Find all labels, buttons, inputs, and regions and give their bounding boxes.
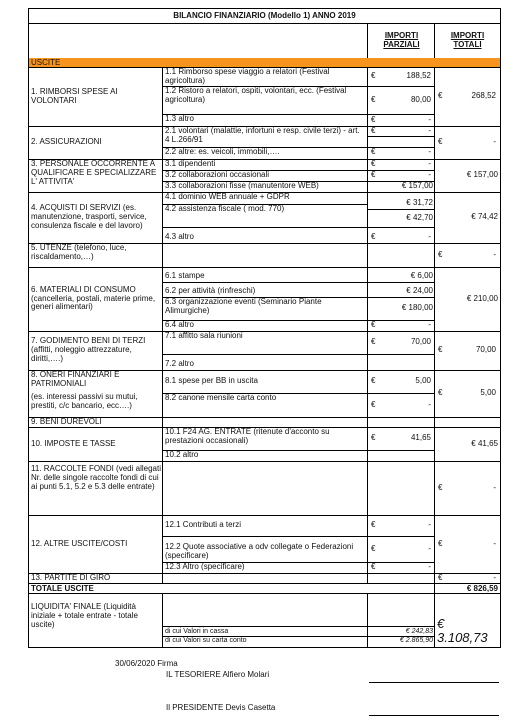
section-8-total: € 5,00 <box>434 370 501 418</box>
euro-sign: € <box>371 71 376 81</box>
liquidita-carta-amount: € 2.865,90 <box>367 636 435 648</box>
section-3-total: € 157,00 <box>434 159 501 193</box>
section-8-label-cell <box>28 370 163 418</box>
euro-sign: € <box>438 573 443 582</box>
item-8-1-amount: € 5,00 <box>367 370 435 394</box>
section-4-label: 4. ACQUISTI DI SERVIZI (es. manutenzione, trasporti, service, consulenza fiscale e del lavoro) <box>28 192 163 244</box>
section-5-blank <box>162 243 368 268</box>
item-1-3-amount: € - <box>367 114 435 127</box>
euro-sign: € <box>438 345 443 355</box>
item-6-2-amount: € 24,00 <box>367 282 435 298</box>
euro-sign: € <box>371 562 376 571</box>
item-6-3-label: 6.3 organizzazione eventi (Seminario Piante Alimurgiche) <box>162 297 368 321</box>
euro-sign: € <box>371 433 376 443</box>
item-6-2-label: 6.2 per attività (rinfreschi) <box>162 282 368 298</box>
item-6-4-label: 6.4 altro <box>162 320 368 332</box>
section-12-total: € - <box>434 515 501 574</box>
section-4-total: € 74,42 <box>434 192 501 244</box>
item-3-1-label: 3.1 dipendenti <box>162 159 368 171</box>
signature-date-firma: 30/06/2020 Firma <box>115 660 178 668</box>
euro-sign: € <box>438 249 443 259</box>
item-12-2-amount: € - <box>367 536 435 563</box>
sheet-title: BILANCIO FINANZIARIO (Modello 1) ANNO 2019 <box>28 8 501 24</box>
item-6-1-label: 6.1 stampe <box>162 267 368 283</box>
item-3-3-amount: € 157,00 <box>367 181 435 193</box>
euro-sign: € <box>371 170 376 179</box>
section-7-total: € 70,00 <box>434 331 501 371</box>
tesoriere-signature-line <box>369 682 499 683</box>
section-2-label: 2. ASSICURAZIONI <box>28 126 163 160</box>
item-3-2-label: 3.2 collaborazioni occasionali <box>162 170 368 182</box>
item-10-1-label: 10.1 F24 AG. ENTRATE (ritenute d'acconto su prestazioni occasionali) <box>162 427 368 451</box>
item-8-1-label: 8.1 spese per BB in uscita <box>162 370 368 394</box>
section-2-total: € - <box>434 126 501 160</box>
item-3-1-amount: € - <box>367 159 435 171</box>
section-13-total: € - <box>434 573 501 584</box>
item-4-2-amount: € 42,70 <box>367 209 435 228</box>
euro-sign: € <box>371 232 376 242</box>
liquidita-label: LIQUIDITA' FINALE (Liquidità iniziale + totale entrate - totale uscite) <box>28 593 163 648</box>
section-10-total: € 41,65 <box>434 427 501 462</box>
item-10-1-amount: € 41,65 <box>367 427 435 451</box>
header-blank <box>28 23 368 59</box>
section-5-blank-amount <box>367 243 435 268</box>
section-9-label: 9. BENI DUREVOLI <box>28 417 163 428</box>
section-11-blank-amount <box>367 461 435 516</box>
item-1-3-label: 1.3 altro <box>162 114 368 127</box>
item-12-3-amount: € - <box>367 562 435 574</box>
liquidita-total: € 3.108,73 <box>434 593 501 648</box>
section-8-label: 8. ONERI FINANZIARI E PATRIMONIALI <box>31 370 120 388</box>
euro-sign: € <box>371 114 376 124</box>
euro-sign: € <box>438 482 443 492</box>
euro-sign: € <box>438 538 443 548</box>
euro-sign: € <box>371 94 376 104</box>
section-6-total: € 210,00 <box>434 267 501 332</box>
item-3-2-amount: € - <box>367 170 435 182</box>
item-2-2-amount: € - <box>367 147 435 160</box>
item-4-1-label: 4.1 dominio WEB annuale + GDPR <box>162 192 368 205</box>
euro-sign: € <box>371 376 376 386</box>
item-6-1-amount: € 6,00 <box>367 267 435 283</box>
euro-sign: € <box>371 147 376 156</box>
item-1-2-label: 1.2 Ristoro a relatori, ospiti, volontari, ecc. (Festival agricoltura) <box>162 86 368 115</box>
section-11-label: 11. RACCOLTE FONDI (vedi allegati Nr. delle singole raccolte fondi di cui ai punti 5.1, 5.2 e 5.3 delle entrate) <box>28 461 163 516</box>
section-6-label: 6. MATERIALI DI CONSUMO (cancelleria, postali, materie prime, generi alimentari) <box>28 267 163 332</box>
section-10-label: 10. IMPOSTE E TASSE <box>28 427 163 462</box>
item-12-1-label: 12.1 Contributi a terzi <box>162 515 368 537</box>
item-7-1-amount: € 70,00 <box>367 331 435 355</box>
section-13-label: 13. PARTITE DI GIRO <box>28 573 163 584</box>
item-2-1-label: 2.1 volontari (malattie, infortuni e resp. civile terzi) - art. 4 L.266/91 <box>162 126 368 148</box>
liquidita-blank <box>162 593 368 627</box>
item-7-2-label: 7.2 altro <box>162 354 368 371</box>
item-12-3-label: 12.3 Altro (specificare) <box>162 562 368 574</box>
item-8-2-label: 8.2 canone mensile carta conto <box>162 393 368 418</box>
totale-uscite-amount: € 826,59 <box>434 583 501 594</box>
section-1-total: € 268,52 <box>434 67 501 127</box>
euro-sign: € <box>371 399 376 409</box>
item-2-1-amount: € - <box>367 126 435 137</box>
euro-sign: € <box>371 126 376 135</box>
item-7-1-label: 7.1 affitto sala riunioni <box>162 331 368 355</box>
euro-sign: € <box>371 543 376 553</box>
signature-tesoriere: IL TESORIERE Alfiero Molari <box>166 671 270 679</box>
liquidita-carta-label: di cui Valori su carta conto <box>162 636 368 648</box>
euro-sign: € <box>438 137 443 147</box>
section-5-label: 5. UTENZE (telefono, luce, riscaldamento,…) <box>28 243 163 268</box>
euro-sign: € <box>371 159 376 168</box>
header-importi-parziali: IMPORTI PARZIALI <box>367 23 435 59</box>
uscite-band: USCITE <box>28 58 501 68</box>
section-11-total: € - <box>434 461 501 516</box>
item-10-2-label: 10.2 altro <box>162 450 368 462</box>
section-12-label: 12. ALTRE USCITE/COSTI <box>28 515 163 574</box>
presidente-signature-line <box>369 715 499 716</box>
section-7-label: 7. GODIMENTO BENI DI TERZI (affitti, noleggio attrezzature, diritti,….) <box>28 331 163 371</box>
item-7-2-amount <box>367 354 435 371</box>
item-3-3-label: 3.3 collaborazioni fisse (manutentore WEB) <box>162 181 368 193</box>
euro-sign: € <box>371 337 376 347</box>
item-6-4-amount: € - <box>367 320 435 332</box>
item-4-3-amount: € - <box>367 227 435 244</box>
liquidita-cassa-label: di cui Valori in cassa <box>162 626 368 637</box>
euro-sign: € <box>438 91 443 101</box>
section-11-blank <box>162 461 368 516</box>
euro-sign: € <box>438 388 443 398</box>
item-2-2-label: 2.2 altre: es. veicoli, immobili,…. <box>162 147 368 160</box>
item-12-1-amount: € - <box>367 515 435 537</box>
section-3-label: 3. PERSONALE OCCORRENTE A QUALIFICARE E SPECIALIZZARE L' ATTIVITA' <box>28 159 163 193</box>
item-1-2-amount: € 80,00 <box>367 86 435 115</box>
item-8-2-amount: € - <box>367 393 435 418</box>
item-1-1-label: 1.1 Rimborso spese viaggio a relatori (Festival agricoltura) <box>162 67 368 87</box>
euro-sign: € <box>371 320 376 329</box>
section-5-total: € - <box>434 243 501 268</box>
section-1-label: 1. RIMBORSI SPESE AI VOLONTARI <box>28 67 163 127</box>
liquidita-blank-amount <box>367 593 435 627</box>
header-importi-totali: IMPORTI TOTALI <box>434 23 501 59</box>
signature-presidente: Il PRESIDENTE Devis Casetta <box>166 704 276 712</box>
totale-uscite-label: TOTALE USCITE <box>28 583 435 594</box>
item-4-3-label: 4.3 altro <box>162 227 368 244</box>
item-1-1-amount: € 188,52 <box>367 67 435 87</box>
item-4-1-amount: € 31,72 <box>367 192 435 210</box>
liquidita-cassa-amount: € 242,83 <box>367 626 435 637</box>
item-4-2-label: 4.2 assistenza fiscale ( mod. 770) <box>162 204 368 228</box>
item-6-3-amount: € 180,00 <box>367 297 435 321</box>
item-12-2-label: 12.2 Quote associative a odv collegate o Federazioni (specificare) <box>162 536 368 563</box>
euro-sign: € <box>371 520 376 530</box>
section-8-sublabel: (es. interessi passivi su mutui, prestiti, c/c bancario, ecc….) <box>31 391 138 410</box>
